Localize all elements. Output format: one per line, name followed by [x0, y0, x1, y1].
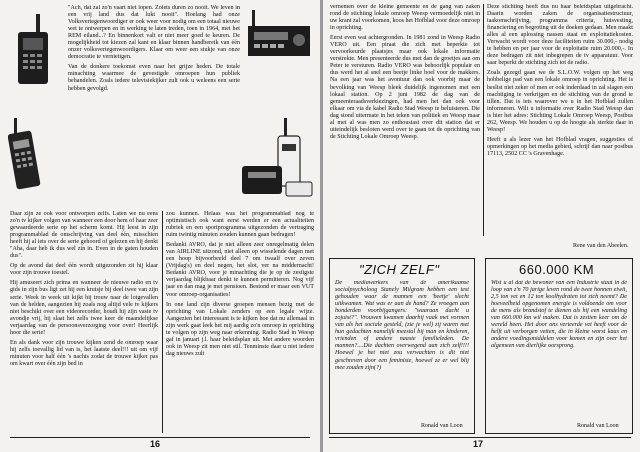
left-col2-paragraph: In one land zijn diverse groepen mensen bezig met de oprichting van Lokale zenders op een legale wijze. Aangezien het interessant is te kijken hoe dat nu allemaal in zijn werk gaat leek het mij aardig zo'n omroep in oprichting te volgen op zijn weg naar erkenning. Radio Stad in Weesp gaf in januari j.l. haar beleidsplan uit. Met andere woorden ook in Weesp zit men niet stil. Tenminste daar u niet iedere dag nieuws zult [166, 301, 314, 357]
660000-km-signature: Ronald van Loon [577, 423, 619, 429]
left-col1-paragraph: Daar zijn ze ook voor ontworpen zelfs. Laten we nu eens zo'n tv kijker volgen van wanneer een door hem of haar zeer gewaardeerde serie op het scherm komt. Hij leest in zijn programmablad de omschrijving van deel één, misschien heeft hij al iets over de serie gehoord of gelezen en hij denkt "Aha, daar heb ik dus wel zin in. Even in de gaten houden dus". [10, 211, 158, 260]
left-col1-paragraph: En als dank voor zijn trouwe kijken zend de omroep waar hij zelfs toevallig lid van is, het laatste deel!!! uit om vijf minuten voor half één 's nachts zodat de trouwe kijker pas om kwart over één zijn bed in [10, 339, 158, 367]
left-page-intro [68, 5, 240, 96]
left-page-column-2 [166, 211, 314, 433]
660000-km-text: Wist u al dat de bewoner van een Industrie staat in de loop van z'n 70 jarige leven rond de twee honnen eiwit, 2,5 ton vet en 12 ton koolhydraten tot zich neemt? De hoeveelheid opgenomen energie is voldoende om voor de mens als brandstof te dienen als hij een wandeling van 660.000 km wil maken. Dat is zestien keer om de wereld heen. Het door ons verteerde vet heeft voor de helft uit verborgen vetten, die in kleine worst kaas en andere voedingsmiddelen voor komen en zijn over het algemeen van dierlijke oorsprong. [491, 280, 627, 350]
right-col1-paragraph: Eerst even wat achtergronden. In 1981 zond in Weesp Radio VERO uit. Een piraat die zich met beperkte tot vervoorkeurde plaatsjes maar ook lokale informatie verstrekte. Men presenteerde dus met dan de groetjes aan om Peter te versturen. Radio VERO was behoorlijk populair en dus werd het al snel een beetje linke boel voor de makkers. Na een jaar was het avontuur dan ook voorbij maar de bevolking van Weesp bleek duidelijk ingenomen met een lokaal station. Op 2 juni 1982 de dag van de gemeenteraadsverkiezingen, had men het dan ook voor elkaar om via de kabel Radio Stad Weesp te beluisteren. Die dag stond uitermate in het teken van politiek en Weesp maar al met al was men zo enthousiast over dit station dat er uiteindelijk besloten werd over te gaan tot de oprichting van de Stichting Lokale Omroep Weesp. [330, 35, 480, 140]
right-col1-paragraph: vernemen over de kleine gemeente en de gang van zaken rond de stichting lokale omroep Weesp vermoedelijk niet in uw krant zal voorkomen, koos het Hofblad voor deze omroep in oprichting. [330, 4, 480, 32]
zich-zelf-text: De mediawerkers van de amerikaanse socialpsycholoog Stanely Milgram hebben een test gehouden waar de mannen een 'beetje' slecht uitkwamen. Wat was er aan de hand? Ze vroegen aan honderden voorbijgangers: "waaraan dacht u zojuist?". Vrouwen kwamen daarbij vaak met vormen van als het sociale gesteld, (zie je wel) zij waren met hun gedachten namelijk meestal bij man en kinderen, vrienden of andere naaste familieleden. De mannen?....Die dachten overwegend aan zich zelf!!!! Hoewel je het niet zou verwachten is dit niet geschreven door een feministe, hoewel ze er wel blij mee zouden zijn(?) [335, 280, 469, 371]
left-col1-paragraph: Op de avond dat deel één wordt uitgezonden zit hij klaar voor zijn trouwe toestel. [10, 263, 158, 277]
column-divider [162, 211, 163, 433]
column-divider [483, 4, 484, 236]
intro-paragraph: "Ach, dat zal zo'n vaart niet lopen. Zoiets duren zo nooit. We leven in een vrij land dus dat lukt nooit". Hoelang had onze Volksvertegenwoordiger er ook weer voor nodig om een totaal nieuwe wet te ontwerpen en in werking te laten treden, toen in 1964, met het REM eiland...? En binnenkort valt er niet meer goed te keuren. De mogelijkheid tot kiezen zal kant en klaar binnen handbereik van één onzer volksvertegenwoordigers. Klaar om weer een stukje van onze democratie te vernietigen. [68, 5, 240, 61]
right-page [323, 0, 640, 452]
walkie-talkie-illustration [14, 14, 52, 86]
right-page-column-2 [487, 4, 633, 240]
desk-phone-illustration [238, 118, 316, 200]
right-col2-paragraph: Deze stichting heeft dus nu haar beleidsplan uitgebracht. Daarin worden zaken de organisatiestructuur, taakomschrijving, programma criteria, huisvesting, financiering en begroting uit de doeken gedaan. Men maakt alles al een aplossing nassen staat en exploitatiekosten. Verwacht wordt voor deze faciliteiten ruim 30.000,- nodig te hebben en per jaar voor de exploitatie ruim 20.000,-. In deze bedragen zit niet inbegrepen de tv apparatuur. Voor saar beperkt de stichting zich tot de radio. [487, 4, 633, 67]
cordless-phone-illustration [8, 118, 56, 194]
zich-zelf-heading: "ZICH ZELF" [359, 262, 440, 277]
right-col2-paragraph: Heeft u als lezer van het Hofblad vragen, suggesties of opmerkingen op het media gebied, schrijf dan naar postbus 17113, 2502 CC 's Gravenhage. [487, 136, 633, 157]
page-number: 17 [473, 439, 484, 449]
footer-rule [329, 437, 631, 438]
intro-paragraph-2: Van de donkere toekomst even naar het grijze heden. De totale minachting waarmee de gevestigde omroepen hun publiek behandelen. Zoals iedere televisiekijker zult ook u weleens een serie hebben gevolgd. [68, 64, 240, 92]
page-number: 16 [150, 439, 161, 449]
660000-km-heading: 660.000 KM [519, 262, 595, 277]
car-radio-illustration [244, 10, 316, 60]
left-page-column-1 [10, 211, 158, 433]
left-col2-paragraph: Bedankt AVRO, dat je niet alleen zeer onregelmatig delen van AIRLINE uitzond, niet alleen op wisselende dagen met een hoop bijvoorbeeld deel 7 om twaalf over zeven (Vrijdag's) en deel negen, het slot, ver na middernacht! Bedankt AVRO, voor je minachting die je op de zestigste verjaardag blijkbaar denkt te kunnen permitteren. Nog vijf jaar en dan mag je met pensioen. Bestond er maar een VUT voor omroep-organisaties! [166, 242, 314, 298]
footer-rule [10, 437, 310, 438]
left-col1-paragraph: Hij amuseert zich prima en wanneer de nieuwe radio en tv gids in zijn bus ligt zet hij een kruisje bij deel twee van zijn serie. Week in week uit kijkt hij trouw naar de lotgevallen van de helden, aangezien hij zoals nog altijd vele tv kijkers niet beschikt over een videorecorder, houdt hij zijn vaste tv avondje vrij, hij slaat het zelfs twee keer de maandelijkse verjaardag van de persoonsverzorging voor over! Heerlijk hoor die serie! [10, 280, 158, 336]
zich-zelf-signature: Ronald van Loon [421, 423, 463, 429]
left-col2-paragraph: zou kunnen. Helaas was het programmablad nog te optimistisch ook want eerst werden er een actualiteiten rubriek en een sportprogramma uitgezonden de vertraging ruim twintig minuten zouden kunnen gaan bedragen! [166, 211, 314, 239]
right-col2-paragraph: Zoals gezegd gaan we de S.L.O.W. volgen op het weg hobbelige pad van een lokale omroep in oprichting. Het is beslist niet zeker of men er ook inderdaad in zal slagen een machtiging te verkrijgen en de stichting van de grond te tillen. Dat is iets waarover we u in het Hofblad zullen informeren. Wilt u informatie over Radio Stad Weesp dan is hier het adres: Stichting Lokale Omroep Weesp, Postbus 262, Weesp. We houden u op de hoogte als sterkte daar in Weesp! [487, 70, 633, 133]
author-signature: Rene van den Abeelen. [573, 243, 629, 249]
right-page-column-1 [330, 4, 480, 236]
